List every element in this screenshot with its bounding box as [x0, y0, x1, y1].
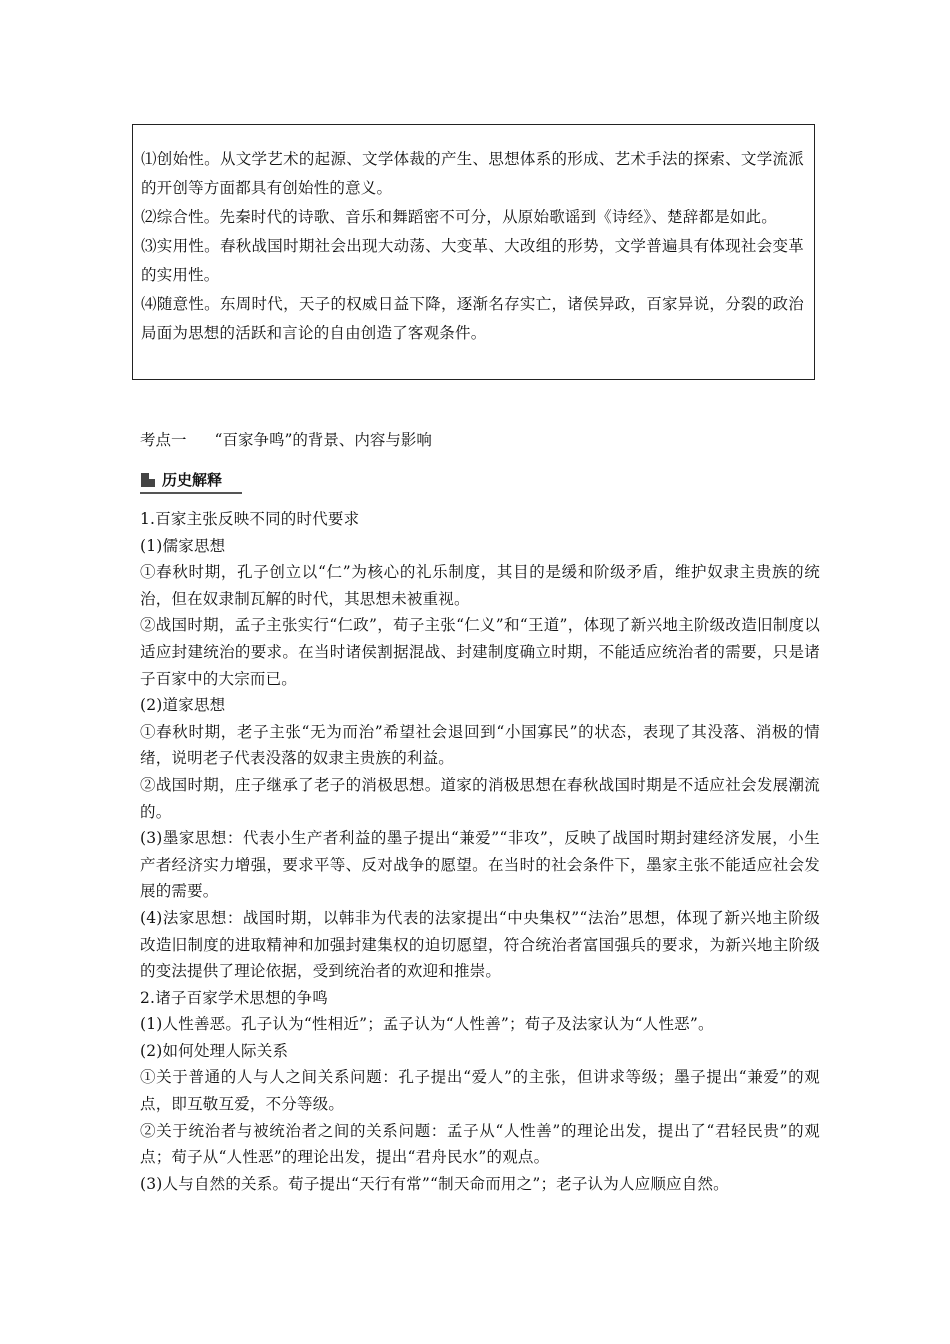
kaodian-label: 考点一	[140, 431, 187, 449]
section-title: 历史解释	[162, 471, 223, 489]
content-paragraph: 2.诸子百家学术思想的争鸣	[140, 988, 328, 1007]
box-paragraph: ⑵综合性。先秦时代的诗歌、音乐和舞蹈密不可分，从原始歌谣到《诗经》、楚辞都是如此。	[141, 208, 777, 226]
content-paragraph: ①春秋时期，孔子创立以“仁”为核心的礼乐制度，其目的是缓和阶级矛盾，维护奴隶主贵族的统治，但在奴隶制瓦解的时代，其思想未被重视。	[140, 563, 820, 608]
box-paragraph: ⑷随意性。东周时代，天子的权威日益下降，逐渐名存实亡，诸侯异政，百家异说，分裂的政治局面为思想的活跃和言论的自由创造了客观条件。	[141, 295, 804, 342]
content-paragraph: 1.百家主张反映不同的时代要求	[140, 510, 360, 528]
box-paragraph: ⑴创始性。从文学艺术的起源、文学体裁的产生、思想体系的形成、艺术手法的探索、文学流派的开创等方面都具有创始性的意义。	[141, 150, 804, 197]
content-paragraph: ②战国时期，庄子继承了老子的消极思想。道家的消极思想在春秋战国时期是不适应社会发展潮流的。	[140, 775, 820, 821]
kaodian-title: “百家争鸣”的背景、内容与影响	[214, 431, 432, 449]
content-paragraph: (4)法家思想：战国时期，以韩非为代表的法家提出“中央集权”“法治”思想，体现了新兴地主阶级改造旧制度的进取精神和加强封建集权的迫切愿望，符合统治者富国强兵的要求，为新兴地主阶级的变法提供了理论依据，受到统治者的欢迎和推崇。	[140, 908, 820, 981]
square-bullet-icon	[141, 473, 155, 487]
content-paragraph: ②战国时期，孟子主张实行“仁政”，荀子主张“仁义”和“王道”，体现了新兴地主阶级改造旧制度以适应封建统治的要求。在当时诸侯割据混战、封建制度确立时期，不能适应统治者的需要，只是诸子百家中的大宗而已。	[140, 616, 820, 688]
content-paragraph: (3)墨家思想：代表小生产者利益的墨子提出“兼爱”“非攻”，反映了战国时期封建经济发展，小生产者经济实力增强，要求平等、反对战争的愿望。在当时的社会条件下，墨家主张不能适应社会发展的需要。	[140, 829, 820, 901]
content-paragraph: (1)儒家思想	[140, 536, 226, 555]
characteristics-box	[132, 124, 815, 380]
content-paragraph: (3)人与自然的关系。荀子提出“天行有常”“制天命而用之”；老子认为人应顺应自然。	[140, 1174, 729, 1193]
box-paragraph: ⑶实用性。春秋战国时期社会出现大动荡、大变革、大改组的形势，文学普遍具有体现社会变革的实用性。	[141, 237, 804, 284]
content-paragraph: (2)道家思想	[140, 696, 226, 715]
content-paragraph: ①春秋时期，老子主张“无为而治”希望社会退回到“小国寡民”的状态，表现了其没落、消极的情绪，说明老子代表没落的奴隶主贵族的利益。	[140, 722, 820, 768]
section-header	[140, 470, 242, 494]
kaodian-heading	[140, 428, 432, 452]
content-paragraph: (1)人性善恶。孔子认为“性相近”；孟子认为“人性善”；荀子及法家认为“人性恶”。	[140, 1015, 714, 1034]
content-paragraph: (2)如何处理人际关系	[140, 1041, 289, 1060]
main-content	[140, 506, 820, 1197]
content-paragraph: ①关于普通的人与人之间关系问题：孔子提出“爱人”的主张，但讲求等级；墨子提出“兼爱”的观点，即互敬互爱，不分等级。	[140, 1068, 820, 1114]
content-paragraph: ②关于统治者与被统治者之间的关系问题：孟子从“人性善”的理论出发，提出了“君轻民贵”的观点；荀子从“人性恶”的理论出发，提出“君舟民水”的观点。	[140, 1121, 820, 1167]
